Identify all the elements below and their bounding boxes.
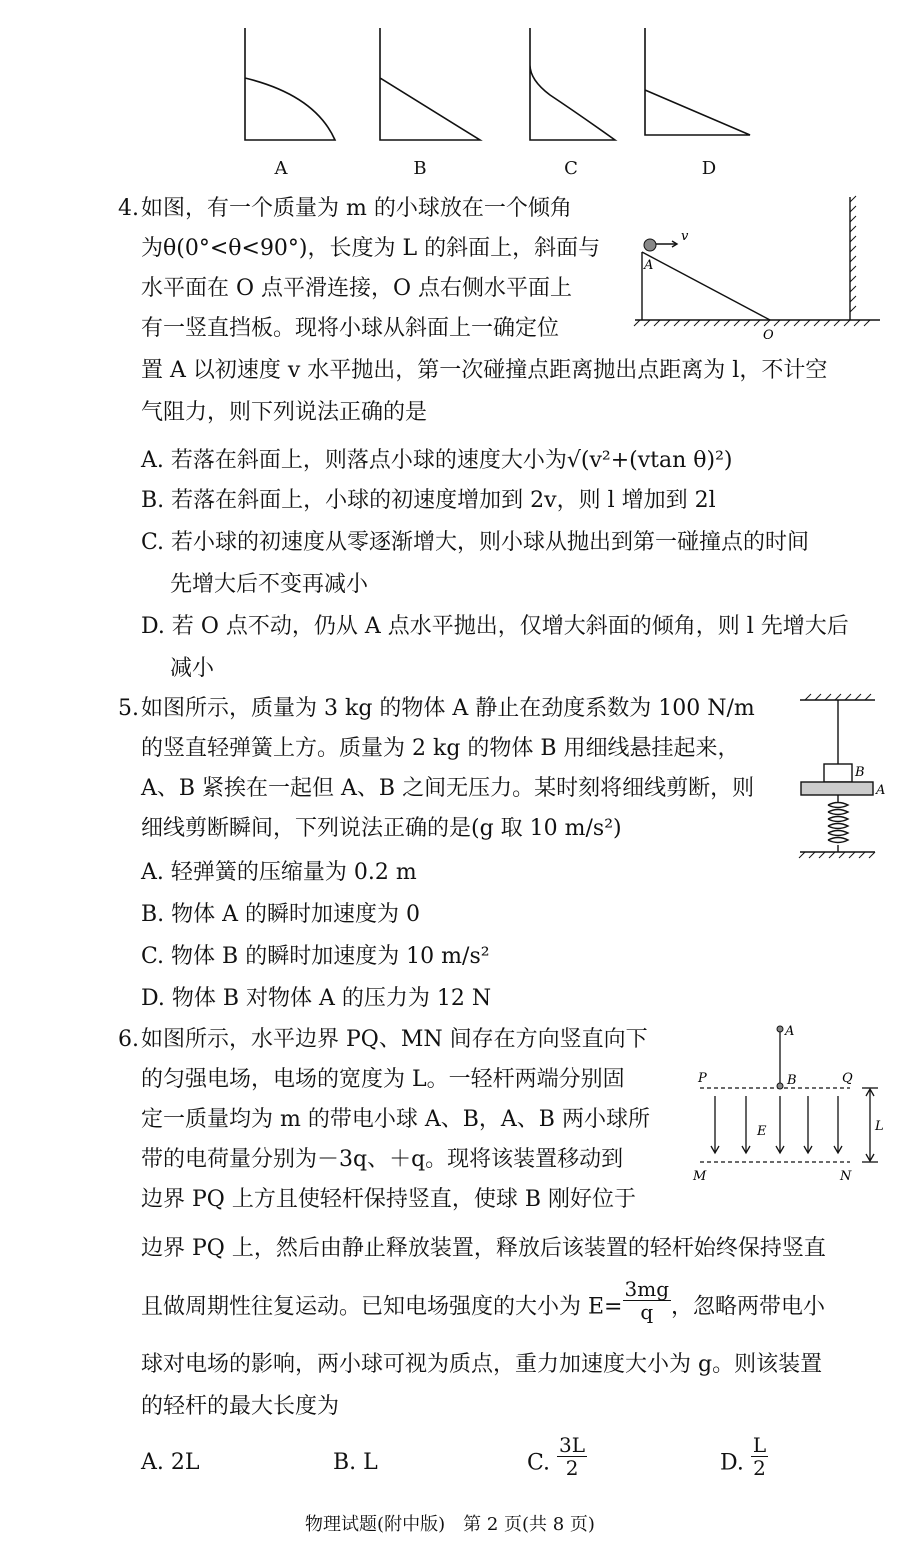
q6-line-2: 的匀强电场，电场的宽度为 L。一轻杆两端分别固	[141, 1067, 625, 1092]
q6-fig-label-N: N	[840, 1169, 852, 1184]
q6-fig-label-E: E	[757, 1124, 767, 1139]
question-6-number: 6.	[118, 1027, 139, 1052]
q5-line-3: A、B 紧挨在一起但 A、B 之间无压力。某时刻将细线剪断，则	[141, 776, 755, 801]
q4-fig-label-v: v	[681, 229, 689, 244]
q4-option-C-line2: 先增大后不变再减小	[170, 572, 369, 597]
q6-option-C-prefix: C.	[527, 1450, 551, 1476]
q6-line-5: 边界 PQ 上方且使轻杆保持竖直，使球 B 刚好位于	[141, 1187, 636, 1212]
q6-line-6: 边界 PQ 上，然后由静止释放装置，释放后该装置的轻杆始终保持竖直	[141, 1236, 826, 1261]
curve-choices-figure	[230, 20, 770, 155]
q4-option-A: A. 若落在斜面上，则落点小球的速度大小为√(v²+(vtan θ)²)	[141, 448, 733, 473]
q6-option-C-num: 3L	[559, 1433, 586, 1457]
q6-option-C	[527, 1433, 587, 1480]
question-4-number: 4.	[118, 196, 139, 221]
q5-option-C: C. 物体 B 的瞬时加速度为 10 m/s²	[141, 944, 490, 969]
q5-line-2: 的竖直轻弹簧上方。质量为 2 kg 的物体 B 用细线悬挂起来，	[141, 736, 740, 761]
q6-e-fraction	[623, 1278, 672, 1323]
q6-option-D-num: L	[752, 1433, 767, 1457]
q5-option-D: D. 物体 B 对物体 A 的压力为 12 N	[141, 986, 492, 1011]
q5-option-A: A. 轻弹簧的压缩量为 0.2 m	[141, 860, 417, 885]
q5-line-1: 如图所示，质量为 3 kg 的物体 A 静止在劲度系数为 100 N/m	[141, 696, 755, 721]
q6-option-D	[720, 1433, 768, 1480]
q6-fig-label-Q: Q	[842, 1071, 853, 1086]
q6-option-C-fraction	[557, 1434, 587, 1479]
q6-line-3: 定一质量均为 m 的带电小球 A、B，A、B 两小球所	[141, 1107, 650, 1132]
choice-label-C: C	[564, 158, 578, 179]
q4-fig-label-O: O	[763, 328, 774, 342]
q6-option-D-prefix: D.	[720, 1450, 744, 1476]
q5-fig-label-B: B	[855, 765, 865, 780]
q5-option-B: B. 物体 A 的瞬时加速度为 0	[141, 902, 421, 927]
choice-label-B: B	[413, 158, 427, 179]
q6-line-1: 如图所示，水平边界 PQ、MN 间存在方向竖直向下	[141, 1027, 648, 1052]
q6-option-B: B. L	[333, 1450, 378, 1475]
question-5-number: 5.	[118, 696, 139, 721]
q6-option-D-fraction	[751, 1434, 768, 1479]
q6-option-A: A. 2L	[141, 1450, 200, 1475]
choice-label-A: A	[274, 158, 288, 179]
q6-e-frac-den: q	[640, 1300, 654, 1324]
q4-option-C-line1: C. 若小球的初速度从零逐渐增大，则小球从抛出到第一碰撞点的时间	[141, 530, 810, 555]
q6-line-9: 的轻杆的最大长度为	[141, 1394, 340, 1419]
q6-line-4: 带的电荷量分别为－3q、＋q。现将该装置移动到	[141, 1147, 624, 1172]
q4-line-1: 如图，有一个质量为 m 的小球放在一个倾角	[141, 196, 572, 221]
q6-option-C-den: 2	[565, 1456, 579, 1480]
q6-option-D-den: 2	[753, 1456, 766, 1480]
q5-line-4: 细线剪断瞬间，下列说法正确的是(g 取 10 m/s²)	[141, 816, 622, 841]
q4-option-D-line1: D. 若 O 点不动，仍从 A 点水平抛出，仅增大斜面的倾角，则 l 先增大后	[141, 614, 849, 639]
q6-fig-label-B: B	[787, 1073, 797, 1088]
q6-line-8: 球对电场的影响，两小球可视为质点，重力加速度大小为 g。则该装置	[141, 1352, 823, 1377]
curve-B	[380, 28, 480, 140]
q6-line-7-tail: ，忽略两带电小	[671, 1294, 826, 1320]
q6-line-7-text: 且做周期性往复运动。已知电场强度的大小为 E=	[141, 1294, 623, 1320]
q4-fig-label-A: A	[644, 258, 654, 273]
q4-line-6: 气阻力，则下列说法正确的是	[141, 400, 428, 425]
curve-C	[530, 28, 615, 140]
q4-line-4: 有一竖直挡板。现将小球从斜面上一确定位	[141, 316, 560, 341]
q5-fig-label-A: A	[876, 783, 886, 798]
curve-A	[245, 28, 335, 140]
q4-line-5: 置 A 以初速度 v 水平抛出，第一次碰撞点距离抛出点距离为 l，不计空	[141, 358, 828, 383]
q4-line-2: 为θ(0°<θ<90°)，长度为 L 的斜面上，斜面与	[141, 236, 601, 261]
q6-line-7	[141, 1277, 826, 1324]
q6-fig-label-M: M	[693, 1169, 707, 1184]
choice-label-D: D	[701, 158, 717, 179]
q6-fig-label-A: A	[785, 1024, 795, 1039]
q4-line-3: 水平面在 O 点平滑连接，O 点右侧水平面上	[141, 276, 573, 301]
q6-e-frac-num: 3mg	[624, 1277, 669, 1301]
q6-fig-label-P: P	[698, 1071, 707, 1086]
q4-incline-figure	[630, 192, 885, 342]
q6-fig-label-L: L	[875, 1119, 884, 1134]
q6-field-figure	[690, 1020, 890, 1190]
q4-option-B: B. 若落在斜面上，小球的初速度增加到 2v，则 l 增加到 2l	[141, 488, 716, 513]
q4-option-D-line2: 减小	[170, 656, 215, 681]
page-footer: 物理试题(附中版) 第 2 页(共 8 页)	[305, 1514, 595, 1535]
q5-spring-figure	[795, 690, 890, 865]
curve-D	[645, 28, 750, 135]
